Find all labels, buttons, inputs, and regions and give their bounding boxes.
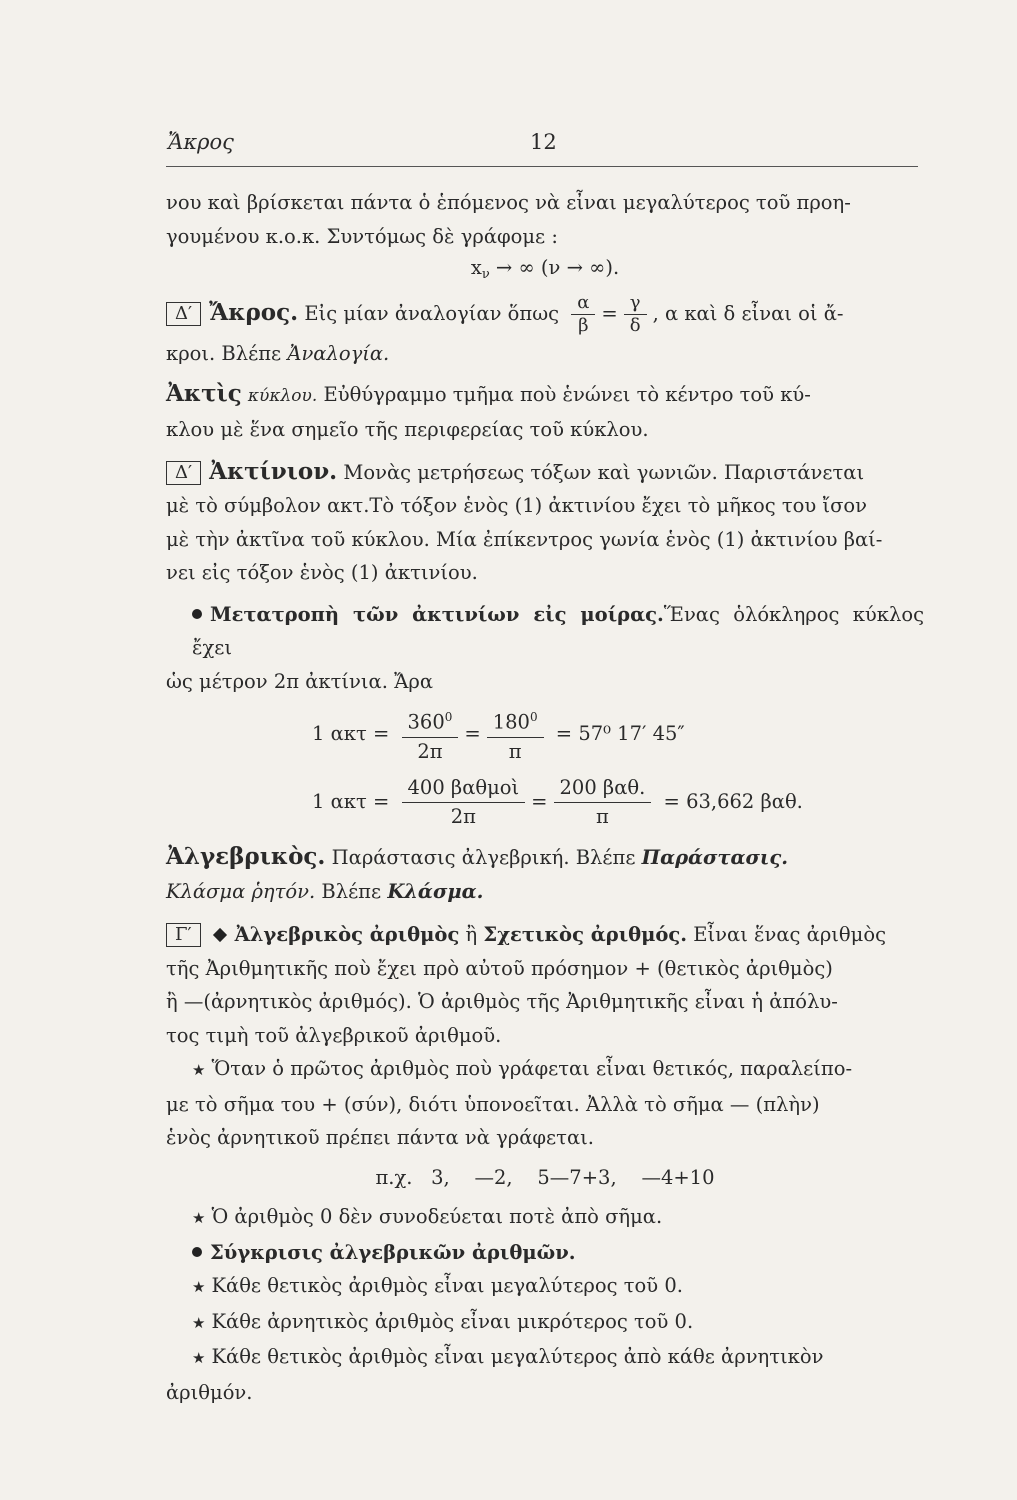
fraction: $\frac{360^0}{2\pi}$ [402,703,459,766]
entry-algevrikos: Ἀλγεβρικὸς. Παράστασις ἀλγεβρική. Βλέπε Παράστασις. [166,843,789,870]
entry-algebraic-number: Γ′ Ἀλγεβρικὸς ἀριθμὸς ἢ Σχετικὸς ἀριθμός. Εἶναι ἕνας ἀριθμὸς [166,918,924,952]
text-line: ἑνὸς ἀρνητικοῦ πρέπει πάντα νὰ γράφεται. [166,1126,594,1149]
entry-aktinion: Δ′ Ἀκτίνιον. Μονὰς μετρήσεως τόξων καὶ γωνιῶν. Παριστάνεται [166,455,924,490]
cross-reference: Παράστασις. [641,846,789,869]
text-line: μὲ τὸ σύμβολον ακτ.Τὸ τόξον ἑνὸς (1) ἀκτινίου ἔχει τὸ μῆκος του ἴσον [166,494,867,517]
header-rule [166,166,918,167]
text-line: Κλάσμα ῥητόν. Βλέπε Κλάσμα. [166,879,484,903]
text-line: νει εἰς τόξον ἑνὸς (1) ἀκτινίου. [166,561,478,584]
star-icon: ★ [192,1278,206,1296]
star-icon: ★ [192,1313,206,1332]
example-line: π.χ. 3, —2, 5—7+3, —4+10 [375,1165,715,1189]
cross-reference: Ἀναλογία. [287,342,390,365]
text-line: τος τιμὴ τοῦ ἀλγεβρικοῦ ἀριθμοῦ. [166,1023,502,1047]
star-icon: ★ [192,1349,206,1367]
running-head-word: Ἄκρος [168,130,234,154]
level-box: Γ′ [166,923,201,947]
bullet-icon [192,609,202,619]
bullet-icon [192,1247,202,1257]
conversion-heading: Μετατροπὴ τῶν ἀκτινίων εἰς μοίρας.Ἕνας ὁλόκληρος κύκλος ἔχει [192,602,924,659]
entry-akros: Δ′ Ἄκρος. Εἰς μίαν ἀναλογίαν ὅπως $\frac{\alpha}{\beta}$ = $\frac{\gamma}{\delta}$ , α καὶ δ εἶναι οἱ ἄ- [166,290,924,337]
text-line: κροι. Βλέπε Ἀναλογία. [166,342,390,365]
equation-radian-degrees: 1 ακτ = $\frac{360^0}{2\pi}$ = $\frac{180^0}{\pi}$ = 57⁰ 17′ 45″ [166,702,924,766]
entry-term: Ἀκτίνιον. [209,457,338,485]
level-box: Δ′ [166,302,201,326]
fraction: $\frac{\gamma}{\delta}$ [624,292,647,337]
text-line: τῆς Ἀριθμητικῆς ποὺ ἔχει πρὸ αὐτοῦ πρόσημον + (θετικὸς ἀριθμὸς) [166,956,833,980]
fraction: $\frac{\alpha}{\beta}$ [571,292,595,337]
entry-term: Ἀλγεβρικὸς. [166,843,326,870]
entry-aktis: Ἀκτὶς κύκλου. Εὐθύγραμμο τμῆμα ποὺ ἑνώνει τὸ κέντρο τοῦ κύ- [166,379,811,407]
limit-formula: $x_\nu$ → ∞ (ν → ∞). [470,256,620,282]
star-icon: ★ [192,1061,206,1079]
page-body [166,186,924,1409]
text-line: ἢ —(ἀρνητικὸς ἀριθμός). Ὁ ἀριθμὸς τῆς Ἀριθμητικῆς εἶναι ἡ ἀπόλυ- [166,990,838,1013]
note-line: ★ Κάθε θετικὸς ἀριθμὸς εἶναι μεγαλύτερος ἀπὸ κάθε ἀρνητικὸν [192,1345,824,1368]
entry-term: Ἀλγεβρικὸς ἀριθμὸς [234,923,460,946]
text-line: με τὸ σῆμα του + (σύν), διότι ὑπονοεῖται. Ἀλλὰ τὸ σῆμα — (πλὴν) [166,1092,820,1116]
note-line: ★ Κάθε θετικὸς ἀριθμὸς εἶναι μεγαλύτερος τοῦ 0. [192,1274,683,1297]
entry-term: Ἀκτὶς [166,379,242,407]
text-line: μὲ τὴν ἀκτῖνα τοῦ κύκλου. Μία ἐπίκεντρος γωνία ἑνὸς (1) ἀκτινίου βαί- [166,527,883,551]
page-number: 12 [530,130,557,154]
star-icon: ★ [192,1209,206,1227]
note-line: ★ Ὅταν ὁ πρῶτος ἀριθμὸς ποὺ γράφεται εἶναι θετικός, παραλείπο- [192,1057,853,1080]
note-line: ★ Κάθε ἀρνητικὸς ἀριθμὸς εἶναι μικρότερος τοῦ 0. [192,1309,694,1333]
text-line: γουμένου κ.ο.κ. Συντόμως δὲ γράφομε : [166,224,558,248]
entry-term: Σχετικὸς ἀριθμός. [483,923,688,946]
text-line: κλου μὲ ἕνα σημεῖο τῆς περιφερείας τοῦ κύκλου. [166,418,649,441]
text-line: ἀριθμόν. [166,1380,253,1404]
diamond-icon [213,927,227,941]
cross-reference: Κλάσμα. [387,879,484,903]
fraction: $\frac{180^0}{\pi}$ [487,703,544,766]
level-box: Δ′ [166,461,201,485]
comparison-heading: Σύγκρισις ἀλγεβρικῶν ἀριθμῶν. [166,1236,924,1270]
fraction: $\frac{\text{200 βαθ.}}{\pi}$ [554,774,652,831]
fraction: $\frac{\text{400 βαθμοὶ}}{2\pi}$ [402,774,526,831]
entry-term: Ἄκρος. [209,299,299,326]
equation-radian-grads: 1 ακτ = $\frac{\text{400 βαθμοὶ}}{2\pi}$ = $\frac{\text{200 βαθ.}}{\pi}$ = 63,662 βαθ. [166,770,924,834]
text-line: ὡς μέτρον 2π ἀκτίνια. Ἄρα [166,669,434,693]
note-line: ★ Ὁ ἀριθμὸς 0 δὲν συνοδεύεται ποτὲ ἀπὸ σῆμα. [192,1205,663,1228]
text-line: νου καὶ βρίσκεται πάντα ὁ ἑπόμενος νὰ εἶναι μεγαλύτερος τοῦ προη- [166,191,851,214]
